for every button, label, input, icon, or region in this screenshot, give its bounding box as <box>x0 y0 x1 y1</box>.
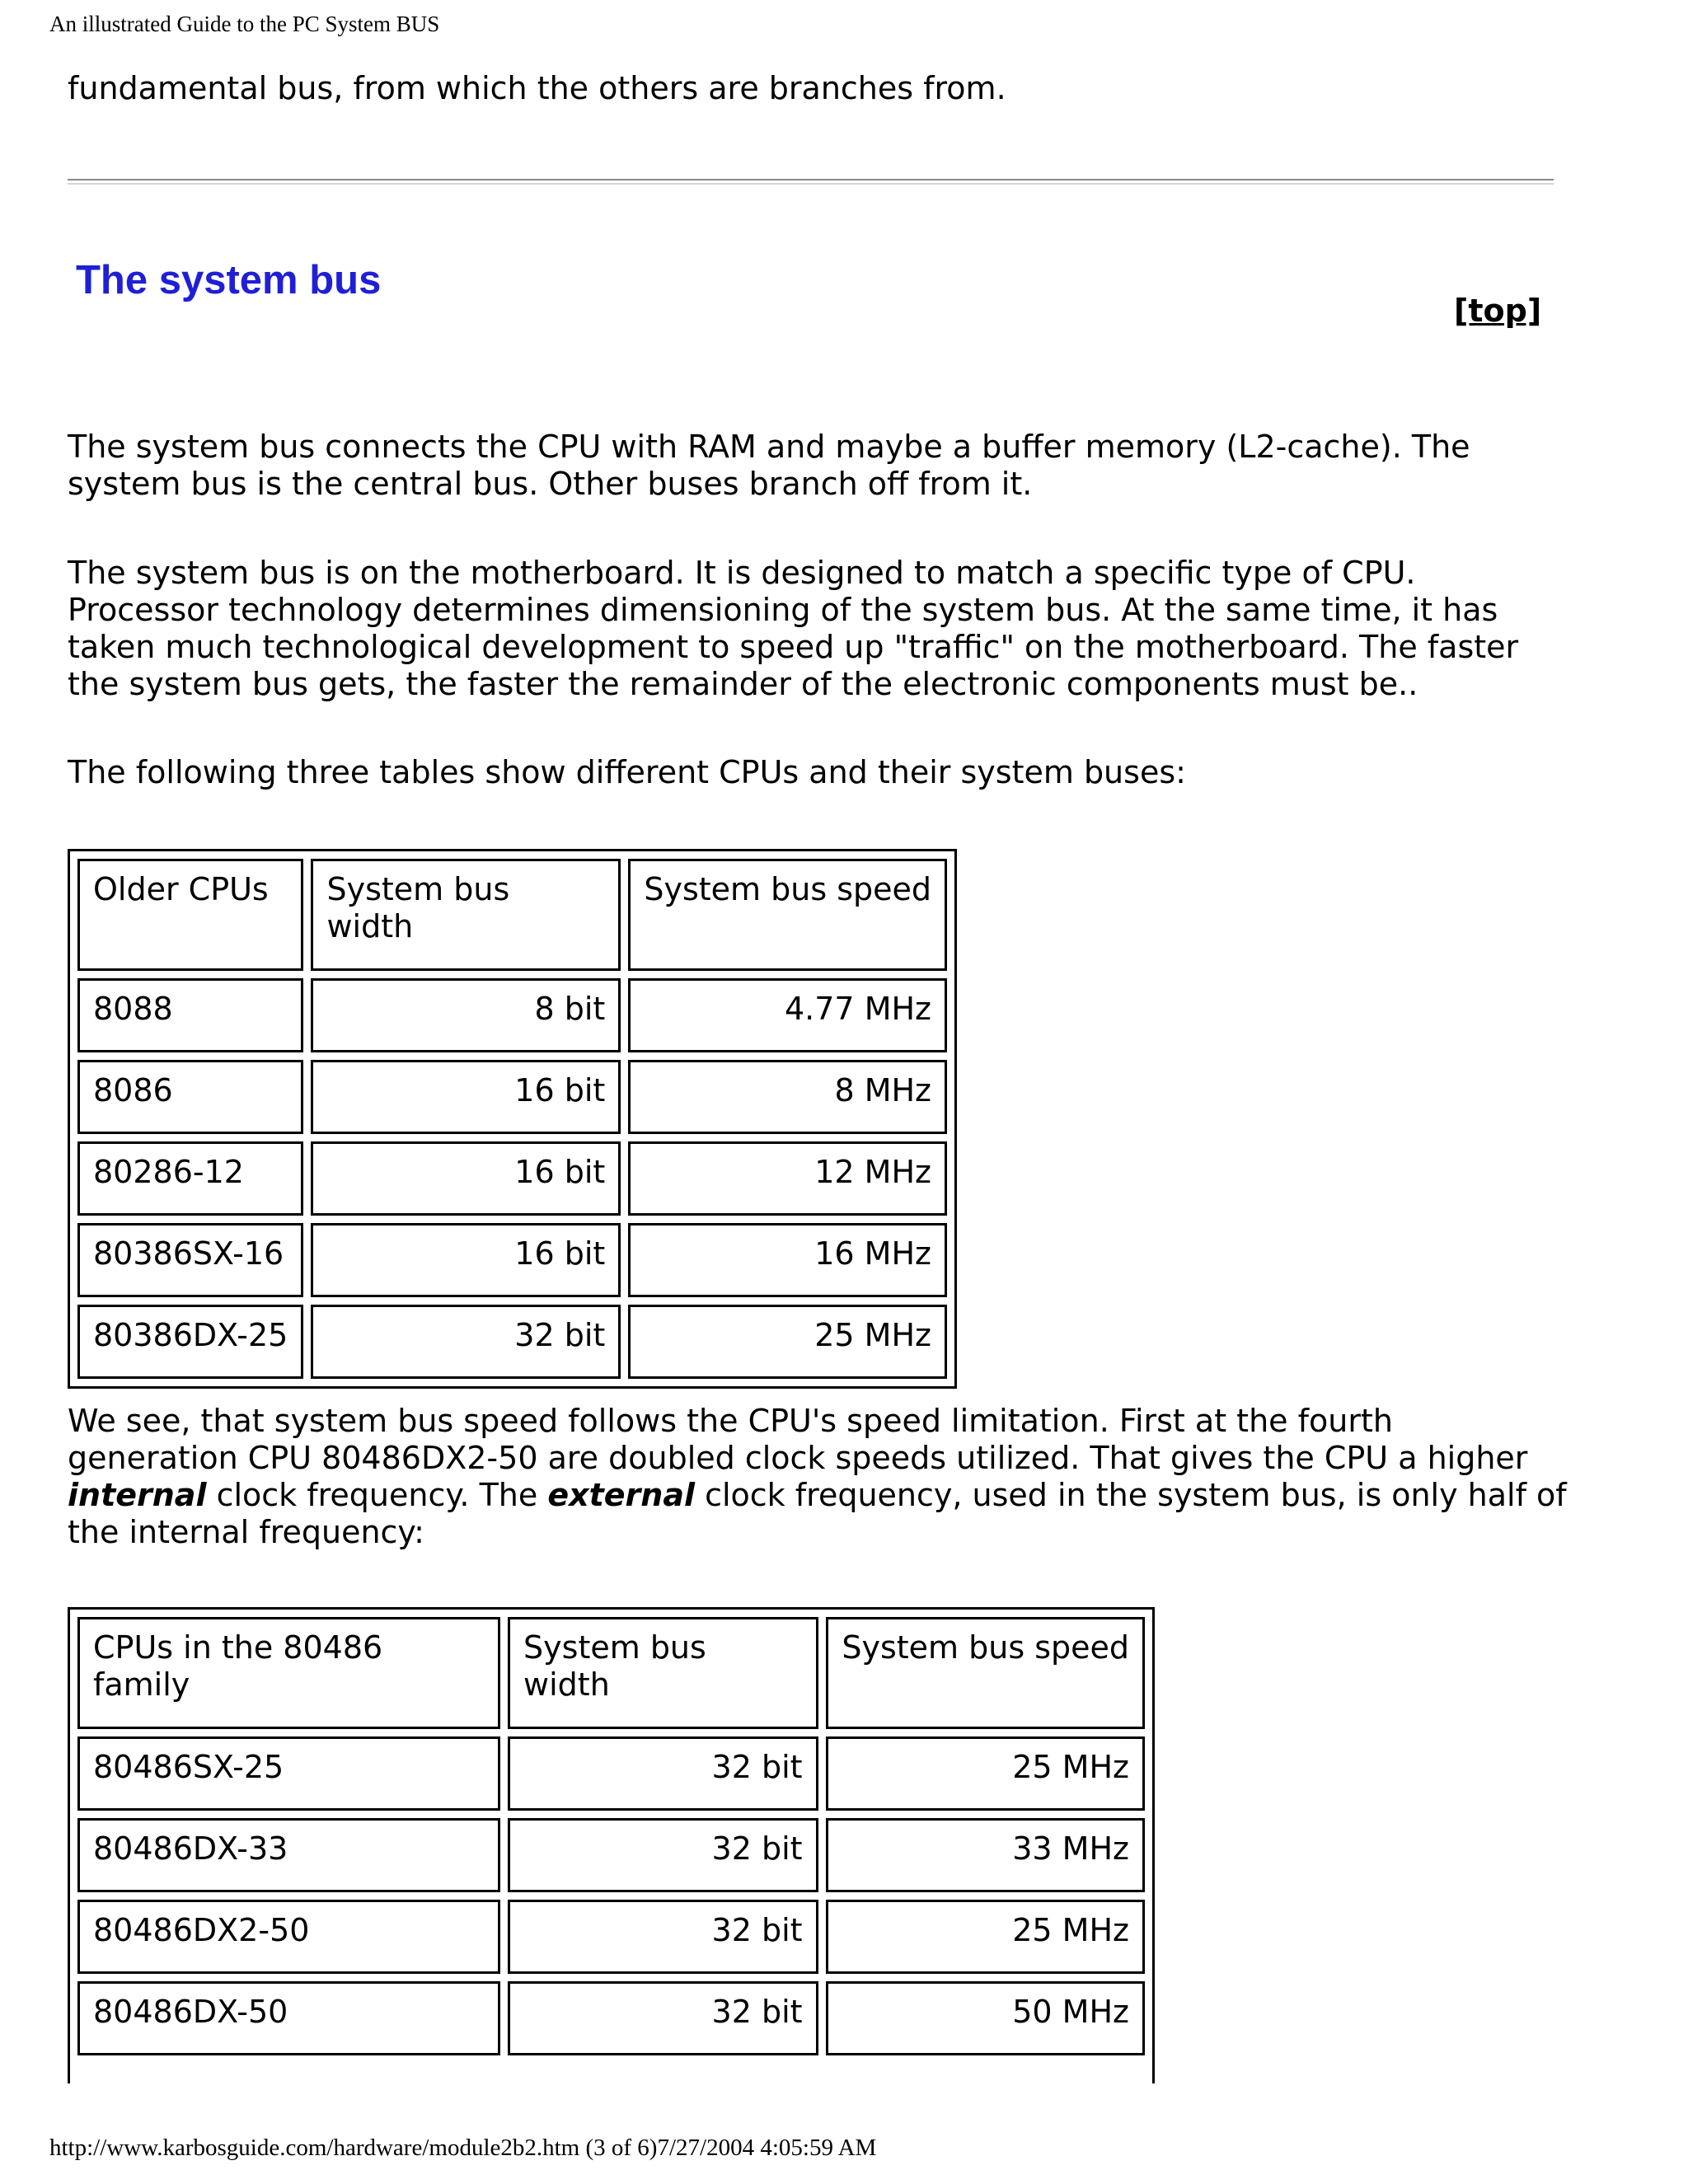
cell-speed: 25 MHz <box>826 1736 1145 1811</box>
cell-speed: 25 MHz <box>628 1305 947 1379</box>
text-line: system bus is the central bus. Other buses branch off from it. <box>68 466 1033 502</box>
text-line: the internal frequency: <box>68 1514 424 1550</box>
table-row <box>77 1818 1145 1892</box>
emphasis-internal: internal <box>68 1477 207 1513</box>
cell-speed: 8 MHz <box>628 1060 947 1134</box>
text-line: Processor technology determines dimensioning of the system bus. At the same time, it has <box>68 592 1498 628</box>
text-line: taken much technological development to speed up "traffic" on the motherboard. The faster <box>68 629 1519 665</box>
cell-width: 32 bit <box>508 1981 818 2055</box>
cell-cpu: 80486DX2-50 <box>77 1900 500 1974</box>
cell-speed: 12 MHz <box>628 1141 947 1216</box>
cell-cpu: 80386DX-25 <box>77 1305 303 1379</box>
text-line: We see, that system bus speed follows the CPU's speed limitation. First at the fourth <box>68 1403 1393 1439</box>
cell-cpu: 80286-12 <box>77 1141 303 1216</box>
paragraph-tables-intro: The following three tables show different CPUs and their system buses: <box>68 754 1186 790</box>
cell-cpu: 80486DX-50 <box>77 1981 500 2055</box>
cell-width: 8 bit <box>311 978 621 1052</box>
cell-cpu: 80386SX-16 <box>77 1223 303 1297</box>
cell-width: 32 bit <box>311 1305 621 1379</box>
table-row <box>77 1981 1145 2055</box>
header-cell-cpu: CPUs in the 80486 family <box>77 1617 500 1729</box>
top-link[interactable]: [top] <box>1454 293 1542 329</box>
cell-width: 16 bit <box>311 1223 621 1297</box>
header-cell-cpu: Older CPUs <box>77 859 303 971</box>
cell-width: 16 bit <box>311 1141 621 1216</box>
cell-cpu: 80486DX-33 <box>77 1818 500 1892</box>
cell-speed: 50 MHz <box>826 1981 1145 2055</box>
cell-cpu: 80486SX-25 <box>77 1736 500 1811</box>
cell-cpu: 8088 <box>77 978 303 1052</box>
text-line: the system bus gets, the faster the remainder of the electronic components must be.. <box>68 666 1418 702</box>
table-header-row <box>77 1617 1145 1729</box>
table-row <box>77 1900 1145 1974</box>
table-row <box>77 1736 1145 1811</box>
emphasis-external: external <box>547 1477 696 1513</box>
table-row-empty <box>77 2063 1145 2083</box>
header-cell-speed: System bus speed <box>628 859 947 971</box>
header-cell-width: System bus width <box>311 859 621 971</box>
cell-width: 32 bit <box>508 1736 818 1811</box>
cell-cpu: 8086 <box>77 1060 303 1134</box>
text-line: The system bus is on the motherboard. It is designed to match a specific type of CPU. <box>68 555 1416 591</box>
cell-width: 16 bit <box>311 1060 621 1134</box>
header-cell-width: System bus width <box>508 1617 818 1729</box>
intro-text: fundamental bus, from which the others are branches from. <box>68 70 1006 106</box>
cell-speed: 25 MHz <box>826 1900 1145 1974</box>
cell-width: 32 bit <box>508 1900 818 1974</box>
cpu-80486-table <box>68 1607 1155 2083</box>
cell-speed: 4.77 MHz <box>628 978 947 1052</box>
text-line: The system bus connects the CPU with RAM and maybe a buffer memory (L2-cache). The <box>68 429 1470 465</box>
cell-speed: 33 MHz <box>826 1818 1145 1892</box>
section-heading: The system bus <box>76 258 382 302</box>
cell-speed: 16 MHz <box>628 1223 947 1297</box>
text-line: internal clock frequency. The external clock frequency, used in the system bus, is only half of <box>68 1477 1567 1513</box>
text-line: generation CPU 80486DX2-50 are doubled clock speeds utilized. That gives the CPU a higher <box>68 1440 1528 1476</box>
header-cell-speed: System bus speed <box>826 1617 1145 1729</box>
running-header: An illustrated Guide to the PC System BUS <box>49 12 440 36</box>
running-footer-url: http://www.karbosguide.com/hardware/module2b2.htm (3 of 6)7/27/2004 4:05:59 AM <box>49 2135 877 2161</box>
cell-width: 32 bit <box>508 1818 818 1892</box>
